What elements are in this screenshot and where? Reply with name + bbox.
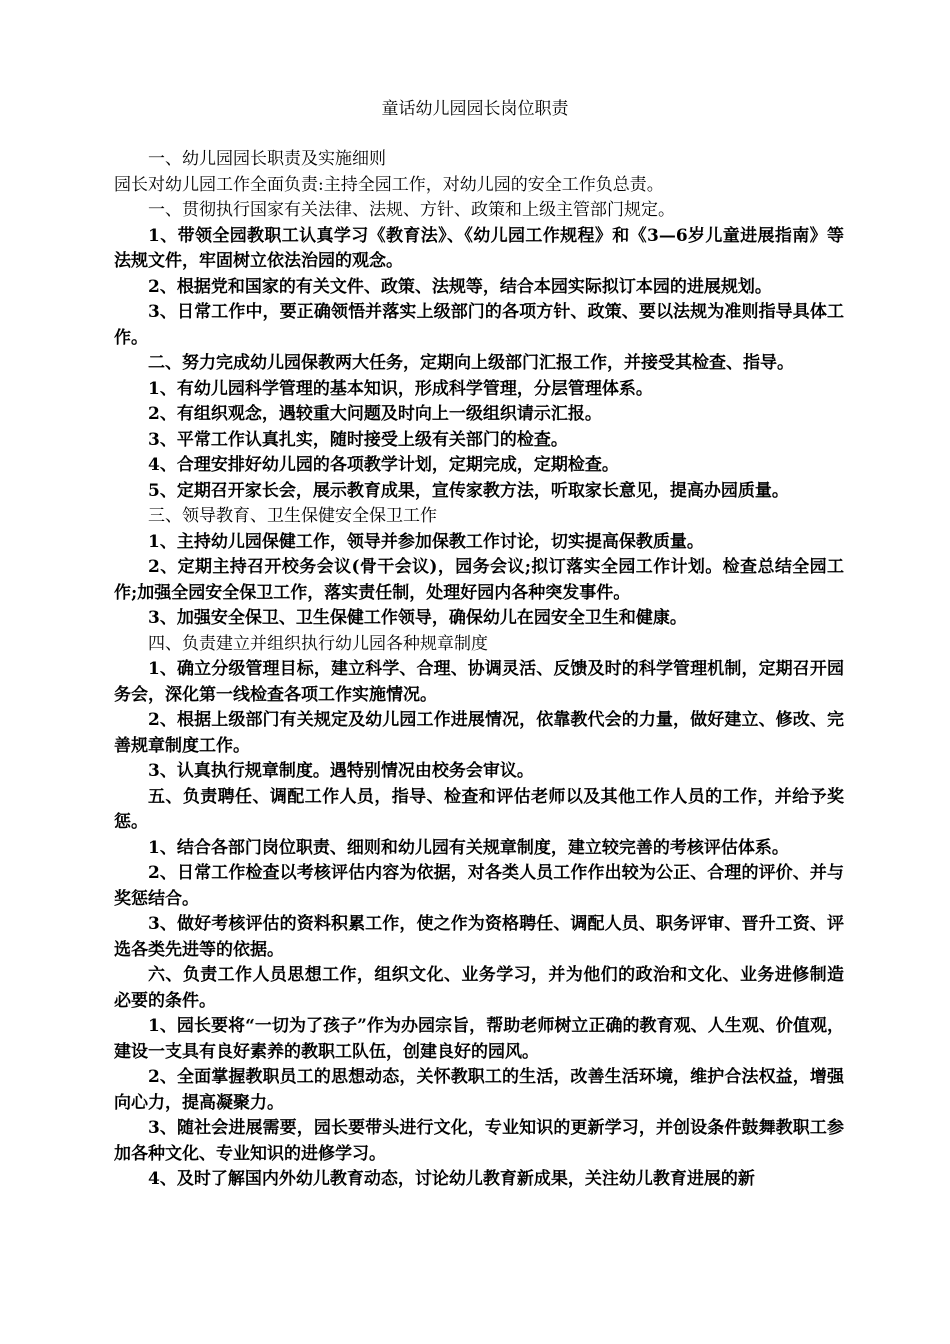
- paragraph: 3、认真执行规章制度。遇特别情况由校务会审议。: [148, 761, 534, 781]
- paragraph: 3、随社会进展需要，园长要带头进行文化，专业知识的更新学习，并创设条件鼓舞教职工参加各种文化、专业知识的进修学习。: [114, 1118, 844, 1164]
- paragraph: 5、定期召开家长会，展示教育成果，宣传家教方法，听取家长意见，提高办园质量。: [148, 480, 789, 501]
- paragraph: 3、日常工作中，要正确领悟并落实上级部门的各项方针、政策、要以法规为准则指导具体工作。: [114, 302, 844, 348]
- paragraph: 六、负责工作人员思想工作，组织文化、业务学习，并为他们的政治和文化、业务进修制造必要的条件。: [114, 965, 844, 1011]
- paragraph: 1、有幼儿园科学管理的基本知识，形成科学管理，分层管理体系。: [148, 378, 653, 399]
- paragraph: 一、幼儿园园长职责及实施细则: [148, 149, 386, 169]
- paragraph: 三、领导教育、卫生保健安全保卫工作: [148, 506, 437, 526]
- paragraph: 2、根据上级部门有关规定及幼儿园工作进展情况，依靠教代会的力量，做好建立、修改、完善规章制度工作。: [114, 710, 844, 756]
- paragraph: 二、努力完成幼儿园保教两大任务，定期向上级部门汇报工作，并接受其检查、指导。: [148, 353, 794, 373]
- paragraph: 4、及时了解国内外幼儿教育动态，讨论幼儿教育新成果，关注幼儿教育进展的新: [148, 1169, 755, 1189]
- paragraph: 1、带领全园教职工认真学习《教育法》、《幼儿园工作规程》和《3—6岁儿童进展指南》等法规文件，牢固树立依法治园的观念。: [114, 225, 844, 271]
- paragraph: 3、加强安全保卫、卫生保健工作领导，确保幼儿在园安全卫生和健康。: [148, 608, 687, 628]
- paragraph: 2、定期主持召开校务会议(骨干会议)，园务会议;拟订落实全园工作计划。检查总结全园工作;加强全园安全保卫工作，落实责任制，处理好园内各种突发事件。: [114, 557, 844, 603]
- paragraph: 2、日常工作检查以考核评估内容为依据，对各类人员工作作出较为公正、合理的评价、并与奖惩结合。: [114, 863, 844, 909]
- document-title: 童话幼儿园园长岗位职责: [381, 99, 569, 119]
- paragraph: 2、根据党和国家的有关文件、政策、法规等，结合本园实际拟订本园的进展规划。: [148, 276, 772, 297]
- paragraph: 四、负责建立并组织执行幼儿园各种规章制度: [148, 633, 488, 654]
- paragraph: 一、贯彻执行国家有关法律、法规、方针、政策和上级主管部门规定。: [148, 200, 675, 220]
- paragraph: 1、园长要将“一切为了孩子”作为办园宗旨，帮助老师树立正确的教育观、人生观、价值观，建设一支具有良好素养的教职工队伍，创建良好的园风。: [114, 1016, 844, 1062]
- paragraph: 3、平常工作认真扎实，随时接受上级有关部门的检查。: [148, 429, 568, 450]
- document-body: [114, 147, 844, 1193]
- paragraph: 园长对幼儿园工作全面负责:主持全园工作，对幼儿园的安全工作负总责。: [114, 174, 664, 195]
- paragraph: 1、主持幼儿园保健工作，领导并参加保教工作讨论，切实提高保教质量。: [148, 531, 704, 552]
- paragraph: 3、做好考核评估的资料积累工作，使之作为资格聘任、调配人员、职务评审、晋升工资、评选各类先进等的依据。: [114, 914, 844, 960]
- paragraph: 4、合理安排好幼儿园的各项教学计划，定期完成，定期检查。: [148, 455, 619, 475]
- paragraph: 2、全面掌握教职员工的思想动态，关怀教职工的生活，改善生活环境，维护合法权益，增强向心力，提高凝聚力。: [114, 1067, 844, 1113]
- paragraph: 2、有组织观念，遇较重大问题及时向上一级组织请示汇报。: [148, 404, 602, 424]
- paragraph: 五、负责聘任、调配工作人员，指导、检查和评估老师以及其他工作人员的工作，并给予奖惩。: [114, 786, 844, 832]
- paragraph: 1、确立分级管理目标，建立科学、合理、协调灵活、反馈及时的科学管理机制，定期召开园务会，深化第一线检查各项工作实施情况。: [114, 659, 844, 705]
- paragraph: 1、结合各部门岗位职责、细则和幼儿园有关规章制度，建立较完善的考核评估体系。: [148, 837, 789, 858]
